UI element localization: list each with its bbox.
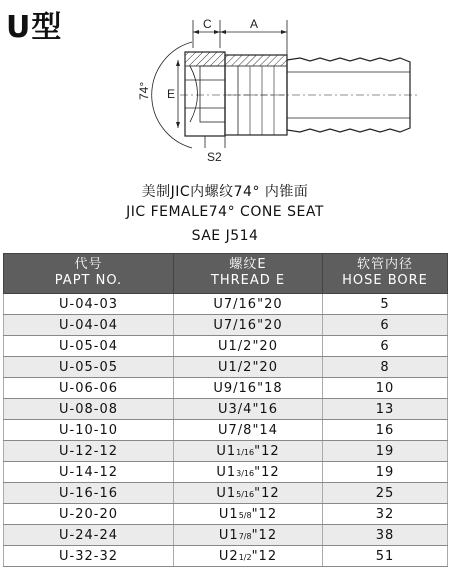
part-number-cell: U-32-32	[4, 546, 174, 567]
table-header-row	[4, 254, 448, 294]
part-number-cell: U-20-20	[4, 504, 174, 525]
thread-fraction: 1/2	[238, 552, 252, 562]
dim-c-label: C	[203, 17, 212, 31]
col-header-part	[4, 254, 174, 294]
thread-fraction: 3/16	[236, 468, 255, 478]
thread-tail: "12	[254, 485, 280, 501]
thread-cell	[174, 546, 323, 567]
fitting-drawing	[0, 0, 450, 175]
hose-bore-cell: 8	[323, 357, 448, 378]
page-title: U型	[6, 10, 63, 45]
col-header-thread	[174, 254, 323, 294]
hose-bore-cell: 6	[323, 315, 448, 336]
part-number-cell: U-14-12	[4, 462, 174, 483]
heading-chinese: 美制JIC内螺纹74° 内锥面	[141, 184, 309, 200]
thread-cell	[174, 504, 323, 525]
col-header-bore	[323, 254, 448, 294]
thread-cell: U1/2"20	[174, 357, 323, 378]
part-number-cell: U-04-04	[4, 315, 174, 336]
part-number-cell: U-16-16	[4, 483, 174, 504]
col-header-thread-cn: 螺纹E	[229, 257, 267, 272]
table-row	[4, 546, 448, 567]
thread-main: U1	[218, 506, 239, 522]
table-row	[4, 315, 448, 336]
part-number-cell: U-04-03	[4, 294, 174, 315]
hose-bore-cell: 13	[323, 399, 448, 420]
thread-cell	[174, 441, 323, 462]
thread-cell: U9/16"18	[174, 378, 323, 399]
thread-main: U1	[216, 485, 237, 501]
part-number-cell: U-10-10	[4, 420, 174, 441]
thread-fraction: 1/16	[236, 447, 255, 457]
thread-cell: U7/16"20	[174, 294, 323, 315]
table-row	[4, 294, 448, 315]
hose-bore-cell: 38	[323, 525, 448, 546]
hose-bore-cell: 10	[323, 378, 448, 399]
col-header-part-cn: 代号	[74, 257, 103, 272]
dim-a-label: A	[250, 17, 259, 31]
hose-bore-cell: 32	[323, 504, 448, 525]
thread-fraction: 5/16	[236, 489, 255, 499]
hose-bore-cell: 19	[323, 462, 448, 483]
table-row	[4, 441, 448, 462]
table-row	[4, 357, 448, 378]
thread-main: U1	[216, 464, 237, 480]
table-row	[4, 483, 448, 504]
col-header-bore-cn: 软管内径	[356, 257, 413, 272]
part-number-cell: U-24-24	[4, 525, 174, 546]
part-number-cell: U-06-06	[4, 378, 174, 399]
hose-bore-cell: 25	[323, 483, 448, 504]
thread-tail: "12	[254, 464, 280, 480]
heading-standard: SAE J514	[191, 228, 259, 244]
table-row	[4, 378, 448, 399]
thread-tail: "12	[251, 506, 278, 522]
table-row	[4, 504, 448, 525]
part-number-cell: U-05-05	[4, 357, 174, 378]
thread-main: U1	[216, 443, 237, 459]
col-header-part-en: PAPT NO.	[54, 273, 123, 288]
col-header-bore-en: HOSE BORE	[342, 273, 428, 288]
part-number-cell: U-12-12	[4, 441, 174, 462]
hose-bore-cell: 19	[323, 441, 448, 462]
thread-cell	[174, 525, 323, 546]
table-row	[4, 399, 448, 420]
part-number-cell: U-08-08	[4, 399, 174, 420]
heading-english: JIC FEMALE74° CONE SEAT	[126, 204, 324, 220]
thread-cell: U7/16"20	[174, 315, 323, 336]
thread-main: U1	[218, 527, 239, 543]
thread-cell	[174, 483, 323, 504]
thread-fraction: 7/8	[238, 531, 252, 541]
thread-cell: U3/4"16	[174, 399, 323, 420]
table-row	[4, 336, 448, 357]
thread-cell: U1/2"20	[174, 336, 323, 357]
table-row	[4, 525, 448, 546]
thread-main: U2	[218, 548, 239, 564]
table-row	[4, 420, 448, 441]
thread-fraction: 5/8	[238, 510, 252, 520]
spec-table	[3, 253, 448, 567]
thread-tail: "12	[251, 527, 278, 543]
thread-cell	[174, 462, 323, 483]
hose-bore-cell: 6	[323, 336, 448, 357]
table-row	[4, 462, 448, 483]
thread-cell: U7/8"14	[174, 420, 323, 441]
hose-bore-cell: 16	[323, 420, 448, 441]
hose-bore-cell: 5	[323, 294, 448, 315]
dim-e-label: E	[167, 87, 176, 101]
dim-s2-label: S2	[207, 150, 222, 164]
col-header-thread-en: THREAD E	[210, 273, 286, 288]
dim-angle-label: 74°	[137, 81, 151, 100]
hose-bore-cell: 51	[323, 546, 448, 567]
part-number-cell: U-05-04	[4, 336, 174, 357]
thread-tail: "12	[251, 548, 278, 564]
thread-tail: "12	[254, 443, 280, 459]
